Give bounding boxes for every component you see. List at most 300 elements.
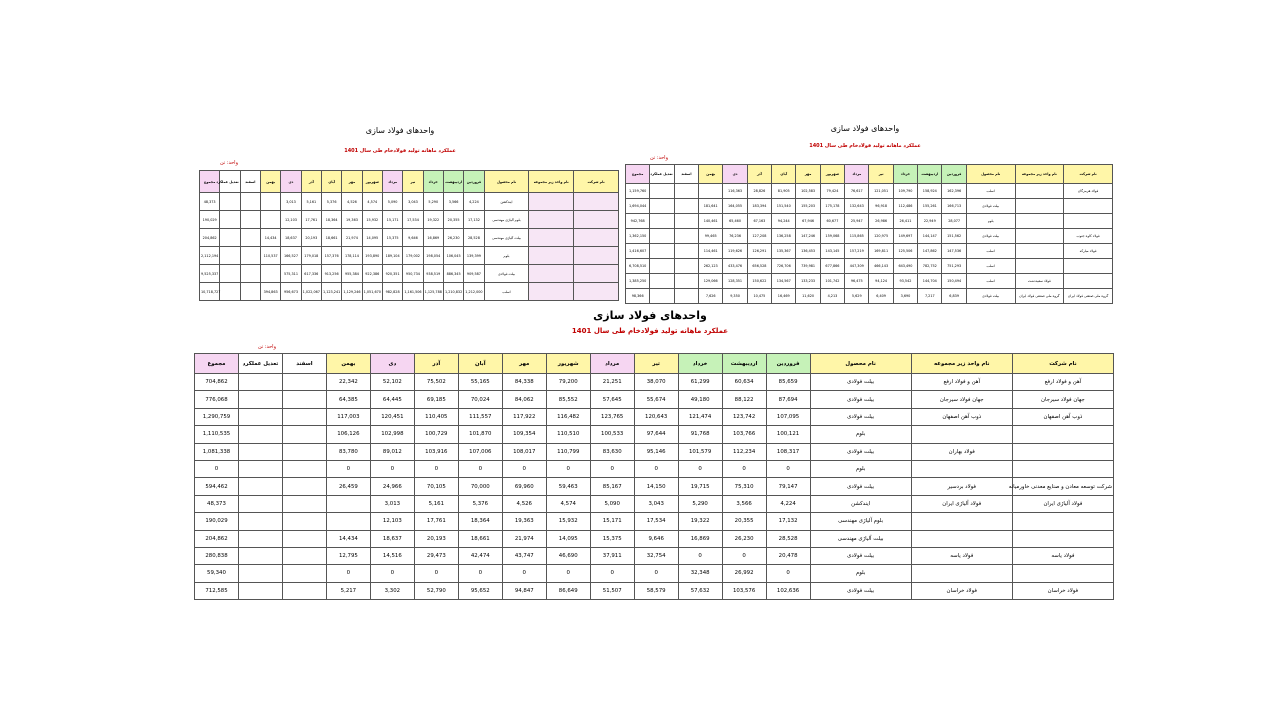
month-value-cell: 5,290 <box>423 193 443 211</box>
month-value-cell: 0 <box>766 460 810 477</box>
column-header: نام واحد زیر مجموعه <box>911 354 1012 374</box>
month-value-cell: 101,742 <box>820 274 844 289</box>
table-row <box>195 426 1114 443</box>
month-value-cell: 982,828 <box>382 283 402 301</box>
column-header: اسفند <box>240 171 260 193</box>
month-value-cell: 64,445 <box>370 391 414 408</box>
month-value-cell: 28,528 <box>464 229 484 247</box>
month-value-cell: 18,364 <box>458 513 502 530</box>
month-value-cell: 101,579 <box>678 443 722 460</box>
month-value-cell: 956,673 <box>281 283 301 301</box>
month-value-cell: 46,690 <box>546 547 590 564</box>
month-value-cell: 22,949 <box>918 214 942 229</box>
company-cell <box>1012 565 1113 582</box>
table-row <box>200 283 619 301</box>
table-row <box>195 565 1114 582</box>
month-value-cell: 16,469 <box>772 289 796 304</box>
month-value-cell: 17,761 <box>301 211 321 229</box>
column-header: خرداد <box>893 165 917 184</box>
company-cell: ذوب آهن اصفهان <box>1012 408 1113 425</box>
month-value-cell: 120,451 <box>370 408 414 425</box>
month-value-cell: 0 <box>722 460 766 477</box>
month-value-cell: 136,453 <box>796 244 820 259</box>
month-value-cell: 0 <box>590 565 634 582</box>
month-value-cell: 7,626 <box>699 289 723 304</box>
total-cell: 9,525,337 <box>200 265 220 283</box>
total-cell: 98,366 <box>626 289 650 304</box>
month-value-cell: 143,145 <box>820 244 844 259</box>
month-value-cell <box>240 193 260 211</box>
month-value-cell: 49,180 <box>678 391 722 408</box>
table-row <box>200 229 619 247</box>
month-value-cell: 58,579 <box>634 582 678 599</box>
column-header: خرداد <box>423 171 443 193</box>
month-value-cell: 94,124 <box>869 274 893 289</box>
month-value-cell: 0 <box>722 547 766 564</box>
column-header: تعدیل عملکرد <box>238 354 282 374</box>
product-cell: بلوم آلیاژی مهندسی <box>484 211 529 229</box>
table-row <box>626 199 1113 214</box>
month-value-cell: 150,494 <box>942 274 966 289</box>
month-value-cell: 0 <box>546 565 590 582</box>
month-value-cell: 19,322 <box>678 513 722 530</box>
product-cell: بیلت فولادی <box>966 229 1015 244</box>
month-value-cell <box>282 547 326 564</box>
month-value-cell: 0 <box>766 565 810 582</box>
month-value-cell: 59,463 <box>546 478 590 495</box>
month-value-cell: 9,350 <box>723 289 747 304</box>
month-value-cell: 91,768 <box>678 426 722 443</box>
unit-cell <box>529 211 574 229</box>
table-row <box>626 289 1113 304</box>
table-row <box>195 443 1114 460</box>
month-value-cell <box>650 274 674 289</box>
left-sheet-title: واحدهای فولاد سازی <box>365 126 435 135</box>
month-value-cell: 18,364 <box>321 211 341 229</box>
table-row <box>626 229 1113 244</box>
total-cell: 1,385,250 <box>626 274 650 289</box>
month-value-cell: 110,510 <box>546 426 590 443</box>
month-value-cell: 99,465 <box>699 229 723 244</box>
month-value-cell: 17,534 <box>634 513 678 530</box>
month-value-cell <box>238 478 282 495</box>
unit-cell: ذوب آهن اصفهان <box>911 408 1012 425</box>
right-production-table <box>625 164 1113 304</box>
month-value-cell: 3,013 <box>370 495 414 512</box>
month-value-cell: 107,095 <box>766 408 810 425</box>
unit-cell <box>529 247 574 265</box>
month-value-cell <box>326 495 370 512</box>
column-header: فروردین <box>464 171 484 193</box>
month-value-cell: 70,105 <box>414 478 458 495</box>
month-value-cell: 155,203 <box>796 199 820 214</box>
month-value-cell <box>260 265 280 283</box>
month-value-cell: 6,409 <box>869 289 893 304</box>
month-value-cell: 38,070 <box>634 374 678 391</box>
month-value-cell <box>674 199 698 214</box>
month-value-cell: 97,644 <box>634 426 678 443</box>
column-header: نام شرکت <box>1012 354 1113 374</box>
month-value-cell: 913,256 <box>321 265 341 283</box>
product-cell: بیلت فولادی <box>810 478 911 495</box>
total-cell: 1,416,607 <box>626 244 650 259</box>
total-cell: 204,862 <box>200 229 220 247</box>
month-value-cell: 133,233 <box>796 274 820 289</box>
unit-cell <box>529 283 574 301</box>
month-value-cell: 94,244 <box>772 214 796 229</box>
month-value-cell: 107,006 <box>458 443 502 460</box>
month-value-cell: 0 <box>370 565 414 582</box>
month-value-cell: 147,862 <box>918 244 942 259</box>
month-value-cell: 28,077 <box>942 214 966 229</box>
product-cell: بیلت فولادی <box>810 582 911 599</box>
month-value-cell: 938,519 <box>423 265 443 283</box>
month-value-cell: 110,799 <box>546 443 590 460</box>
company-cell: شرکت توسعه معادن و صنایع معدنی خاورمیانه <box>1012 478 1113 495</box>
month-value-cell: 11,620 <box>796 289 820 304</box>
column-header: دی <box>723 165 747 184</box>
month-value-cell: 575,311 <box>281 265 301 283</box>
month-value-cell: 123,765 <box>590 408 634 425</box>
month-value-cell <box>220 265 240 283</box>
month-value-cell: 909,587 <box>464 265 484 283</box>
month-value-cell <box>650 214 674 229</box>
month-value-cell: 117,922 <box>502 408 546 425</box>
month-value-cell: 75,502 <box>414 374 458 391</box>
month-value-cell: 32,348 <box>678 565 722 582</box>
column-header: دی <box>370 354 414 374</box>
month-value-cell: 149,697 <box>893 229 917 244</box>
month-value-cell: 922,386 <box>362 265 382 283</box>
month-value-cell: 178,114 <box>342 247 362 265</box>
month-value-cell <box>260 211 280 229</box>
table-row <box>195 408 1114 425</box>
month-value-cell <box>220 247 240 265</box>
product-cell: بیلت آلیاژی مهندسی <box>810 530 911 547</box>
unit-cell: فولاد بهاران <box>911 443 1012 460</box>
month-value-cell: 0 <box>634 460 678 477</box>
month-value-cell: 83,630 <box>590 443 634 460</box>
month-value-cell: 0 <box>502 565 546 582</box>
month-value-cell: 155,261 <box>918 199 942 214</box>
month-value-cell: 26,411 <box>893 214 917 229</box>
month-value-cell: 70,000 <box>458 478 502 495</box>
table-row <box>195 582 1114 599</box>
month-value-cell: 0 <box>458 460 502 477</box>
month-value-cell: 103,916 <box>414 443 458 460</box>
column-header: فروردین <box>942 165 966 184</box>
month-value-cell: 121,474 <box>678 408 722 425</box>
column-header: بهمن <box>326 354 370 374</box>
total-cell: 776,068 <box>195 391 239 408</box>
product-cell: بیلت فولادی <box>810 408 911 425</box>
total-cell: 1,362,150 <box>626 229 650 244</box>
month-value-cell: 189,104 <box>382 247 402 265</box>
month-value-cell: 26,986 <box>869 214 893 229</box>
month-value-cell: 103,766 <box>722 426 766 443</box>
month-value-cell: 79,147 <box>766 478 810 495</box>
column-header: نام واحد زیر مجموعه <box>1015 165 1064 184</box>
unit-cell <box>911 513 1012 530</box>
month-value-cell: 94,847 <box>502 582 546 599</box>
unit-cell: فولاد بردسیر <box>911 478 1012 495</box>
month-value-cell: 116,482 <box>546 408 590 425</box>
month-value-cell: 21,251 <box>590 374 634 391</box>
column-header: مهر <box>796 165 820 184</box>
column-header: آذر <box>301 171 321 193</box>
month-value-cell: 25,947 <box>845 214 869 229</box>
month-value-cell: 106,126 <box>326 426 370 443</box>
total-cell: 2,112,194 <box>200 247 220 265</box>
column-header: اسفند <box>674 165 698 184</box>
total-cell: 942,768 <box>626 214 650 229</box>
column-header: نام محصول <box>966 165 1015 184</box>
month-value-cell: 157,219 <box>845 244 869 259</box>
table-row <box>195 478 1114 495</box>
table-row <box>626 274 1113 289</box>
month-value-cell <box>238 530 282 547</box>
column-header: بهمن <box>260 171 280 193</box>
month-value-cell: 162,396 <box>942 184 966 199</box>
product-cell: ایندکشن <box>484 193 529 211</box>
company-cell <box>1064 199 1113 214</box>
unit-cell: جهان فولاد سیرجان <box>911 391 1012 408</box>
month-value-cell <box>220 229 240 247</box>
month-value-cell: 110,537 <box>260 247 280 265</box>
month-value-cell: 132,643 <box>845 199 869 214</box>
month-value-cell: 75,310 <box>722 478 766 495</box>
month-value-cell: 4,526 <box>502 495 546 512</box>
unit-cell <box>911 460 1012 477</box>
month-value-cell: 394,863 <box>260 283 280 301</box>
product-cell: اسلب <box>966 274 1015 289</box>
product-cell: بیلت فولادی <box>810 443 911 460</box>
month-value-cell: 466,143 <box>869 259 893 274</box>
month-value-cell: 29,473 <box>414 547 458 564</box>
month-value-cell: 5,290 <box>678 495 722 512</box>
month-value-cell: 1,125,788 <box>423 283 443 301</box>
month-value-cell: 96,475 <box>845 274 869 289</box>
unit-cell <box>911 426 1012 443</box>
month-value-cell <box>282 582 326 599</box>
month-value-cell: 111,557 <box>458 408 502 425</box>
month-value-cell: 96,918 <box>869 199 893 214</box>
company-cell <box>1012 530 1113 547</box>
month-value-cell: 15,375 <box>382 229 402 247</box>
unit-cell: فولاد خراسان <box>911 582 1012 599</box>
month-value-cell <box>674 259 698 274</box>
product-cell: بلوم <box>810 426 911 443</box>
month-value-cell: 95,652 <box>458 582 502 599</box>
product-cell: اسلب <box>966 244 1015 259</box>
month-value-cell: 76,236 <box>723 229 747 244</box>
month-value-cell: 4,574 <box>546 495 590 512</box>
product-cell: بیلت فولادی <box>810 547 911 564</box>
table-row <box>626 214 1113 229</box>
month-value-cell: 20,193 <box>301 229 321 247</box>
unit-cell <box>1015 259 1064 274</box>
month-value-cell: 643,490 <box>893 259 917 274</box>
month-value-cell: 4,213 <box>820 289 844 304</box>
month-value-cell: 1,129,246 <box>342 283 362 301</box>
column-header: تعدیل عملکرد <box>650 165 674 184</box>
month-value-cell: 0 <box>370 460 414 477</box>
month-value-cell <box>282 460 326 477</box>
month-value-cell: 18,637 <box>370 530 414 547</box>
month-value-cell: 3,690 <box>893 289 917 304</box>
month-value-cell: 166,527 <box>281 247 301 265</box>
unit-cell: فولاد آلیاژی ایران <box>911 495 1012 512</box>
month-value-cell: 32,754 <box>634 547 678 564</box>
month-value-cell <box>240 283 260 301</box>
month-value-cell <box>650 199 674 214</box>
month-value-cell: 1,161,506 <box>403 283 423 301</box>
month-value-cell <box>220 193 240 211</box>
month-value-cell: 17,132 <box>464 211 484 229</box>
company-cell: جهان فولاد سیرجان <box>1012 391 1113 408</box>
month-value-cell: 114,461 <box>699 244 723 259</box>
company-cell <box>574 247 619 265</box>
month-value-cell: 656,528 <box>747 259 771 274</box>
column-header: شهریور <box>546 354 590 374</box>
column-header: آبان <box>458 354 502 374</box>
month-value-cell <box>238 408 282 425</box>
total-cell: 59,340 <box>195 565 239 582</box>
month-value-cell: 69,960 <box>502 478 546 495</box>
unit-cell <box>911 530 1012 547</box>
month-value-cell: 0 <box>634 565 678 582</box>
month-value-cell: 19,715 <box>678 478 722 495</box>
month-value-cell: 175,178 <box>820 199 844 214</box>
table-row <box>200 247 619 265</box>
month-value-cell <box>282 374 326 391</box>
month-value-cell: 110,405 <box>414 408 458 425</box>
month-value-cell: 151,540 <box>772 199 796 214</box>
month-value-cell: 14,095 <box>362 229 382 247</box>
month-value-cell: 55,674 <box>634 391 678 408</box>
month-value-cell: 9,646 <box>403 229 423 247</box>
month-value-cell: 121,051 <box>869 184 893 199</box>
month-value-cell: 26,992 <box>722 565 766 582</box>
month-value-cell: 18,661 <box>458 530 502 547</box>
table-row <box>626 259 1113 274</box>
month-value-cell: 102,583 <box>796 184 820 199</box>
month-value-cell: 87,694 <box>766 391 810 408</box>
month-value-cell: 1,212,000 <box>464 283 484 301</box>
total-cell: 1,110,535 <box>195 426 239 443</box>
main-sheet-subtitle: عملکرد ماهانه تولید فولادخام طی سال 1401 <box>571 327 729 335</box>
total-cell: 1,081,338 <box>195 443 239 460</box>
column-header: نام محصول <box>484 171 529 193</box>
company-cell: فولاد آلیاژی ایران <box>1012 495 1113 512</box>
month-value-cell: 115,865 <box>845 229 869 244</box>
month-value-cell: 0 <box>458 565 502 582</box>
month-value-cell <box>240 265 260 283</box>
month-value-cell: 136,258 <box>772 229 796 244</box>
month-value-cell: 147,536 <box>942 244 966 259</box>
product-cell: اسلب <box>966 184 1015 199</box>
table-row <box>195 374 1114 391</box>
month-value-cell <box>240 229 260 247</box>
unit-cell <box>1015 244 1064 259</box>
month-value-cell: 0 <box>326 565 370 582</box>
month-value-cell: 70,024 <box>458 391 502 408</box>
month-value-cell <box>282 426 326 443</box>
month-value-cell <box>650 229 674 244</box>
month-value-cell: 69,185 <box>414 391 458 408</box>
company-cell <box>574 265 619 283</box>
unit-cell <box>529 229 574 247</box>
month-value-cell <box>238 374 282 391</box>
month-value-cell: 18,637 <box>281 229 301 247</box>
product-cell: بیلت فولادی <box>966 289 1015 304</box>
total-cell: 0 <box>195 460 239 477</box>
product-cell: اسلب <box>484 283 529 301</box>
column-header: نام واحد زیر مجموعه <box>529 171 574 193</box>
month-value-cell: 16,869 <box>678 530 722 547</box>
month-value-cell: 28,826 <box>747 184 771 199</box>
month-value-cell: 886,345 <box>443 265 463 283</box>
month-value-cell: 64,385 <box>326 391 370 408</box>
month-value-cell: 21,974 <box>502 530 546 547</box>
company-cell <box>574 283 619 301</box>
month-value-cell: 93,542 <box>893 274 917 289</box>
column-header: آذر <box>414 354 458 374</box>
product-cell: بلوم <box>810 460 911 477</box>
month-value-cell <box>260 193 280 211</box>
month-value-cell: 15,375 <box>590 530 634 547</box>
month-value-cell: 5,629 <box>845 289 869 304</box>
month-value-cell: 433,476 <box>723 259 747 274</box>
left-sheet-unit: واحد: تن <box>220 160 238 166</box>
column-header: تعدیل عملکرد <box>220 171 240 193</box>
month-value-cell: 102,636 <box>766 582 810 599</box>
month-value-cell: 57,632 <box>678 582 722 599</box>
month-value-cell: 193,890 <box>362 247 382 265</box>
month-value-cell <box>650 244 674 259</box>
month-value-cell: 447,309 <box>845 259 869 274</box>
column-header: دی <box>281 171 301 193</box>
total-cell: 1,694,044 <box>626 199 650 214</box>
column-header: مجموع <box>200 171 220 193</box>
table-row <box>195 513 1114 530</box>
column-header: مرداد <box>845 165 869 184</box>
month-value-cell: 26,230 <box>722 530 766 547</box>
month-value-cell <box>282 408 326 425</box>
month-value-cell <box>238 565 282 582</box>
month-value-cell <box>674 289 698 304</box>
month-value-cell <box>674 244 698 259</box>
month-value-cell: 5,161 <box>414 495 458 512</box>
month-value-cell: 67,163 <box>747 214 771 229</box>
month-value-cell: 726,706 <box>772 259 796 274</box>
month-value-cell: 4,526 <box>342 193 362 211</box>
month-value-cell: 52,790 <box>414 582 458 599</box>
column-header: اردیبهشت <box>443 171 463 193</box>
company-cell: فولاد کاوه جنوب <box>1064 229 1113 244</box>
month-value-cell: 86,649 <box>546 582 590 599</box>
month-value-cell: 79,200 <box>546 374 590 391</box>
month-value-cell: 6,839 <box>942 289 966 304</box>
product-cell: اسلب <box>966 259 1015 274</box>
month-value-cell: 9,646 <box>634 530 678 547</box>
month-value-cell: 10,475 <box>747 289 771 304</box>
month-value-cell <box>699 184 723 199</box>
company-cell <box>574 211 619 229</box>
month-value-cell <box>326 513 370 530</box>
total-cell: 190,029 <box>200 211 220 229</box>
month-value-cell <box>282 391 326 408</box>
